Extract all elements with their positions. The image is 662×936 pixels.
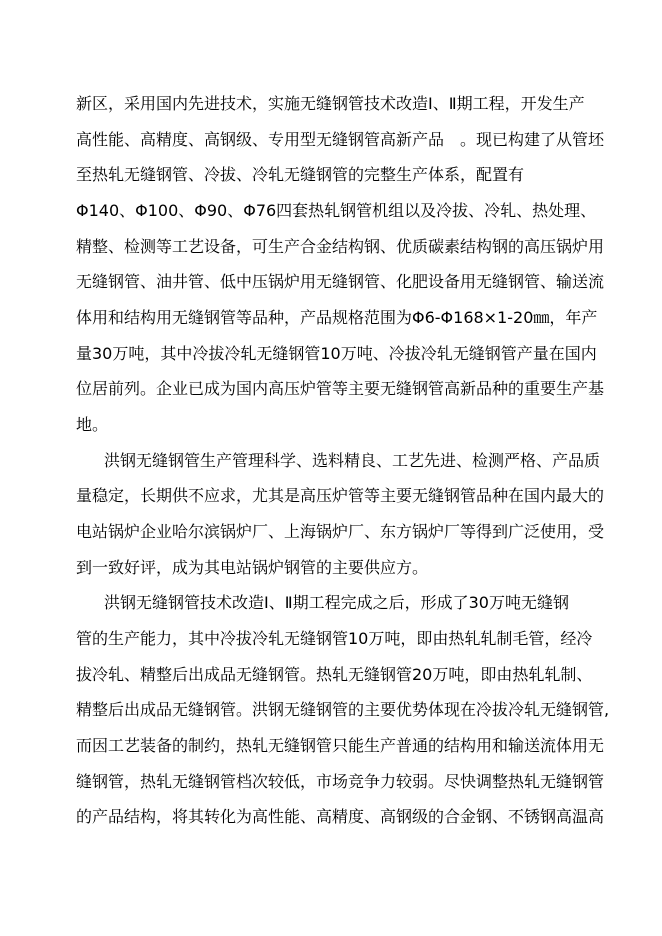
text-line: 电站锅炉企业哈尔滨锅炉厂、上海锅炉厂、东方锅炉厂等得到广泛使用，受 xyxy=(76,522,605,541)
paragraph-first-line: 洪钢无缝钢管生产管理科学、选料精良、工艺先进、检测严格、产品质 xyxy=(104,451,601,470)
text-line: 新区，采用国内先进技术，实施无缝钢管技术改造Ⅰ、Ⅱ期工程，开发生产 xyxy=(76,94,585,113)
text-line: 量30万吨，其中冷拔冷轧无缝钢管10万吨、冷拔冷轧无缝钢管产量在国内 xyxy=(76,344,597,363)
text-line: 量稳定，长期供不应求，尤其是高压炉管等主要无缝钢管品种在国内最大的 xyxy=(76,486,605,505)
text-line: 地。 xyxy=(76,415,109,434)
text-line: 缝钢管，热轧无缝钢管档次较低，市场竞争力较弱。尽快调整热轧无缝钢管 xyxy=(76,772,605,791)
text-line: 位居前列。企业已成为国内高压炉管等主要无缝钢管高新品种的重要生产基 xyxy=(76,379,605,398)
text-line: Φ140、Φ100、Φ90、Φ76四套热轧钢管机组以及冷拔、冷轧、热处理、 xyxy=(76,201,597,220)
text-line: 精整后出成品无缝钢管。洪钢无缝钢管的主要优势体现在冷拔冷轧无缝钢管, xyxy=(76,700,610,719)
text-line: 高性能、高精度、高钢级、专用型无缝钢管高新产品 。现已构建了从管坯 xyxy=(76,130,605,149)
text-line: 而因工艺装备的制约，热轧无缝钢管只能生产普通的结构用和输送流体用无 xyxy=(76,736,605,755)
text-line: 体用和结构用无缝钢管等品种，产品规格范围为Φ6-Φ168×1-20㎜，年产 xyxy=(76,308,598,327)
text-line: 管的生产能力，其中冷拔冷轧无缝钢管10万吨，即由热轧轧制毛管，经冷 xyxy=(76,629,593,648)
text-line: 拔冷轧、精整后出成品无缝钢管。热轧无缝钢管20万吨，即由热轧轧制、 xyxy=(76,665,593,684)
text-line: 的产品结构，将其转化为高性能、高精度、高钢级的合金钢、不锈钢高温高 xyxy=(76,807,605,826)
text-line: 精整、检测等工艺设备，可生产合金结构钢、优质碳素结构钢的高压锅炉用 xyxy=(76,237,605,256)
paragraph-first-line: 洪钢无缝钢管技术改造Ⅰ、Ⅱ期工程完成之后，形成了30万吨无缝钢 xyxy=(104,593,569,612)
text-line: 至热轧无缝钢管、冷拔、冷轧无缝钢管的完整生产体系，配置有 xyxy=(76,165,525,184)
text-line: 到一致好评，成为其电站锅炉钢管的主要供应方。 xyxy=(76,558,429,577)
text-line: 无缝钢管、油井管、低中压锅炉用无缝钢管、化肥设备用无缝钢管、输送流 xyxy=(76,272,605,291)
